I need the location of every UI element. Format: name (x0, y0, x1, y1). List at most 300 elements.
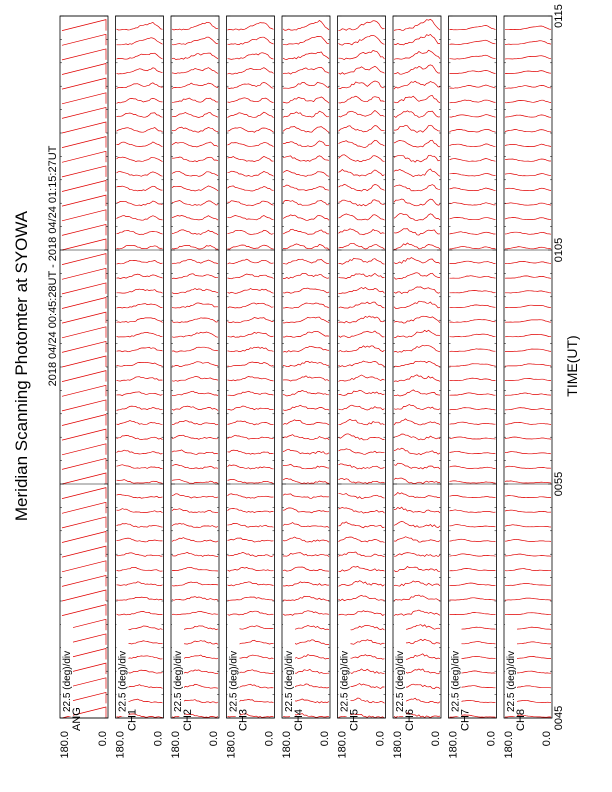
trace-line (394, 405, 440, 410)
trace-line (450, 276, 496, 279)
trace-line (450, 291, 496, 293)
trace-group-ch5 (339, 21, 385, 718)
panel-ch7 (448, 16, 498, 759)
trace-line (62, 473, 106, 484)
trace-line (228, 53, 274, 60)
trace-line (505, 584, 551, 586)
trace-line (117, 216, 163, 221)
trace-line (505, 217, 551, 219)
trace-line (62, 93, 106, 104)
panel-frame (393, 16, 441, 718)
trace-line (172, 22, 218, 30)
trace-line (505, 188, 551, 190)
trace-line (283, 273, 329, 278)
trace-line (228, 289, 274, 294)
trace-line (339, 81, 385, 89)
scale-label: 22.5 (deg)/div (339, 650, 351, 712)
trace-line (117, 186, 163, 191)
trace-line (394, 493, 440, 498)
trace-line (283, 464, 329, 469)
trace-group-ch1 (117, 22, 163, 717)
trace-line (117, 113, 163, 117)
trace-line (228, 274, 274, 279)
y-tick-top: 180.0 (281, 731, 293, 759)
series-name: ANG (71, 707, 83, 731)
scale-label: 22.5 (deg)/div (284, 650, 295, 712)
trace-line (450, 217, 496, 219)
y-tick-bottom: 0.0 (485, 731, 498, 747)
trace-line (283, 537, 329, 542)
trace-line (394, 419, 440, 425)
trace-line (505, 305, 551, 308)
series-name: CH3 (237, 708, 250, 731)
trace-line (117, 582, 163, 586)
trace-line (172, 68, 218, 74)
trace-line (339, 611, 385, 616)
trace-line (172, 172, 218, 177)
trace-line (339, 302, 385, 308)
trace-line (450, 247, 496, 249)
trace-line (505, 408, 551, 410)
trace-line (394, 610, 440, 616)
panel-frame (60, 16, 108, 718)
trace-line (62, 605, 106, 616)
trace-line (283, 611, 329, 616)
panel-ch6 (392, 16, 442, 759)
trace-line (505, 495, 551, 497)
trace-line (117, 98, 163, 103)
panel-ang (59, 16, 109, 759)
panel-ch1 (115, 16, 165, 759)
trace-line (339, 111, 385, 118)
trace-line (394, 595, 440, 601)
trace-line (283, 331, 329, 337)
trace-line (117, 38, 163, 45)
trace-line (394, 507, 440, 513)
y-tick-bottom: 0.0 (541, 731, 553, 747)
trace-line (228, 230, 274, 234)
trace-line (505, 56, 551, 59)
trace-line (339, 287, 385, 293)
trace-line (394, 581, 440, 586)
trace-line (172, 142, 218, 147)
trace-line (339, 258, 385, 264)
y-tick-top: 180.0 (114, 731, 127, 759)
trace-line (117, 611, 163, 615)
trace-line (339, 200, 385, 206)
trace-line (283, 156, 329, 162)
trace-line (283, 82, 329, 88)
trace-line (394, 316, 440, 323)
trace-line (62, 327, 106, 338)
trace-line (283, 21, 329, 31)
trace-line (339, 581, 385, 587)
trace-line (117, 274, 163, 279)
trace-line (62, 210, 106, 221)
trace-line (228, 128, 274, 133)
trace-line (172, 347, 218, 352)
panel-ch2 (170, 16, 220, 759)
trace-line (505, 525, 551, 527)
trace-line (228, 171, 274, 176)
trace-line (228, 143, 274, 147)
trace-line (62, 298, 106, 309)
trace-line (228, 98, 274, 103)
y-tick-top: 180.0 (59, 731, 71, 759)
trace-line (505, 569, 551, 571)
trace-line (172, 98, 218, 102)
x-tick-label: 0115 (553, 4, 565, 28)
y-tick-top: 180.0 (170, 731, 182, 759)
trace-line (62, 415, 106, 426)
trace-line (394, 434, 440, 440)
trace-line (117, 509, 163, 513)
trace-group-ch6 (394, 19, 440, 718)
trace-line (450, 613, 496, 615)
trace-line (228, 332, 274, 337)
trace-line (172, 465, 218, 469)
trace-line (394, 258, 440, 264)
trace-line (228, 68, 274, 74)
trace-line (172, 289, 218, 294)
trace-line (117, 260, 163, 264)
trace-group-ch4 (283, 21, 329, 718)
trace-line (62, 502, 106, 513)
trace-line (62, 458, 106, 469)
x-tick-label: 0055 (553, 471, 565, 497)
trace-line (505, 115, 551, 117)
trace-line (450, 144, 496, 147)
trace-line (62, 546, 106, 557)
trace-line (228, 435, 274, 439)
trace-line (172, 552, 218, 556)
trace-line (283, 67, 329, 74)
trace-line (283, 390, 329, 396)
trace-line (283, 303, 329, 308)
trace-line (450, 305, 496, 308)
trace-line (117, 524, 163, 528)
trace-line (450, 525, 496, 527)
trace-line (450, 408, 496, 410)
trace-line (283, 523, 329, 528)
trace-line (228, 479, 274, 483)
trace-line (283, 405, 329, 410)
y-tick-bottom: 0.0 (319, 731, 331, 747)
trace-line (450, 393, 496, 395)
trace-line (62, 137, 106, 148)
trace-line (283, 596, 329, 600)
trace-line (339, 331, 385, 338)
trace-line (172, 406, 218, 410)
trace-line (339, 96, 385, 103)
trace-line (450, 437, 496, 439)
trace-line (394, 301, 440, 308)
trace-line (505, 422, 551, 424)
trace-line (172, 538, 218, 542)
series-name: CH6 (404, 708, 416, 731)
trace-line (228, 465, 274, 469)
trace-line (62, 385, 106, 396)
trace-line (283, 97, 329, 103)
trace-line (394, 287, 440, 294)
y-tick-top: 180.0 (503, 731, 515, 759)
trace-line (283, 317, 329, 323)
panel-ch3 (226, 16, 276, 759)
trace-line (394, 111, 440, 118)
trace-line (117, 392, 163, 396)
trace-line (394, 81, 440, 89)
trace-line (394, 214, 440, 221)
trace-line (228, 450, 274, 454)
trace-line (394, 185, 440, 191)
panel-ch4 (281, 16, 331, 759)
trace-line (228, 259, 274, 264)
trace-line (339, 479, 385, 484)
trace-line (339, 214, 385, 220)
trace-line (505, 261, 551, 263)
trace-line (339, 537, 385, 542)
trace-line (62, 224, 106, 235)
trace-line (117, 495, 163, 499)
trace-line (505, 452, 551, 454)
trace-line (394, 448, 440, 455)
trace-line (450, 378, 496, 381)
trace-line (394, 140, 440, 147)
trace-line (117, 245, 163, 249)
trace-line (117, 318, 163, 323)
trace-line (62, 371, 106, 382)
trace-line (283, 449, 329, 454)
trace-line (339, 595, 385, 600)
trace-line (339, 184, 385, 191)
trace-line (172, 83, 218, 89)
trace-line (172, 186, 218, 191)
trace-line (228, 567, 274, 571)
trace-line (172, 597, 218, 601)
trace-line (450, 173, 496, 176)
trace-line (505, 539, 551, 541)
trace-line (505, 364, 551, 366)
trace-line (505, 393, 551, 395)
y-tick-bottom: 0.0 (430, 731, 442, 747)
trace-line (339, 464, 385, 469)
trace-line (62, 356, 106, 367)
trace-line (450, 320, 496, 323)
trace-line (117, 68, 163, 74)
trace-line (339, 566, 385, 571)
trace-line (172, 332, 218, 337)
trace-line (228, 391, 274, 395)
trace-line (339, 419, 385, 425)
trace-line (505, 379, 551, 381)
trace-line (172, 113, 218, 118)
trace-line (62, 64, 106, 75)
scale-label: 22.5 (deg)/div (450, 650, 462, 712)
trace-line (505, 26, 551, 30)
trace-line (117, 421, 163, 425)
trace-line (117, 172, 163, 177)
trace-group-ch7 (450, 25, 496, 717)
trace-line (283, 508, 329, 513)
trace-line (339, 346, 385, 352)
series-name: CH5 (348, 708, 361, 731)
trace-line (172, 611, 218, 615)
trace-line (62, 517, 106, 528)
trace-line (172, 216, 218, 221)
trace-line (228, 83, 274, 89)
trace-line (62, 575, 106, 586)
trace-line (228, 523, 274, 527)
trace-line (117, 304, 163, 309)
trace-line (117, 83, 163, 89)
trace-line (228, 538, 274, 542)
trace-line (228, 37, 274, 44)
trace-line (228, 347, 274, 352)
trace-line (117, 142, 163, 147)
trace-line (172, 362, 218, 367)
scale-label: 22.5 (deg)/div (228, 650, 240, 712)
trace-line (228, 582, 274, 586)
trace-line (117, 128, 163, 133)
y-tick-bottom: 0.0 (374, 731, 387, 747)
trace-line (172, 127, 218, 132)
trace-line (339, 449, 385, 455)
trace-line (283, 582, 329, 586)
trace-line (172, 157, 218, 162)
trace-line (505, 466, 551, 468)
trace-line (394, 537, 440, 542)
trace-line (394, 463, 440, 469)
trace-line (339, 361, 385, 367)
y-tick-bottom: 0.0 (97, 731, 109, 747)
trace-line (339, 434, 385, 440)
trace-line (339, 170, 385, 177)
y-tick-top: 180.0 (447, 731, 460, 759)
trace-line (228, 318, 274, 323)
trace-line (450, 100, 496, 103)
trace-line (283, 170, 329, 176)
trace-line (117, 553, 163, 557)
trace-line (450, 129, 496, 132)
trace-line (283, 259, 329, 264)
trace-line (450, 55, 496, 59)
trace-line (62, 181, 106, 192)
trace-line (172, 318, 218, 323)
trace-line (62, 239, 106, 250)
trace-line (339, 405, 385, 410)
trace-line (339, 243, 385, 249)
trace-line (339, 494, 385, 499)
trace-line (505, 100, 551, 103)
trace-line (505, 349, 551, 352)
trace-line (62, 268, 106, 279)
trace-line (62, 590, 106, 601)
trace-line (450, 583, 496, 586)
trace-line (450, 481, 496, 483)
trace-line (172, 303, 218, 308)
trace-line (394, 345, 440, 352)
panel-frame (116, 16, 164, 718)
trace-line (62, 122, 106, 133)
trace-line (228, 201, 274, 206)
trace-line (62, 561, 106, 572)
trace-line (450, 203, 496, 206)
trace-line (450, 569, 496, 571)
trace-line (172, 245, 218, 249)
y-tick-top: 180.0 (392, 731, 404, 759)
trace-line (339, 552, 385, 557)
trace-line (283, 346, 329, 352)
trace-line (228, 112, 274, 118)
trace-line (394, 34, 440, 45)
trace-line (339, 35, 385, 45)
trace-line (505, 130, 551, 132)
trace-line (394, 125, 440, 132)
scale-label: 22.5 (deg)/div (117, 650, 129, 712)
trace-line (339, 229, 385, 235)
trace-line (505, 320, 551, 323)
trace-group-ch3 (228, 23, 274, 718)
trace-line (339, 126, 385, 132)
trace-line (228, 216, 274, 220)
trace-line (283, 567, 329, 571)
x-tick-label: 0105 (553, 237, 565, 263)
trace-line (394, 65, 440, 74)
trace-line (394, 50, 440, 59)
trace-line (283, 478, 329, 483)
trace-group-ch2 (172, 22, 218, 717)
trace-line (172, 523, 218, 527)
panel-ch5 (337, 16, 387, 759)
trace-line (394, 229, 440, 236)
panel-frame (227, 16, 275, 718)
trace-line (283, 185, 329, 191)
trace-line (505, 247, 551, 249)
trace-line (505, 481, 551, 483)
trace-line (339, 21, 385, 31)
y-tick-bottom: 0.0 (208, 731, 220, 747)
trace-line (505, 613, 551, 615)
trace-line (283, 420, 329, 425)
trace-line (283, 52, 329, 60)
trace-line (62, 488, 106, 499)
trace-line (62, 532, 106, 543)
trace-line (394, 361, 440, 367)
trace-line (228, 303, 274, 308)
trace-line (394, 375, 440, 382)
trace-line (283, 141, 329, 147)
trace-line (394, 155, 440, 162)
trace-line (228, 611, 274, 615)
trace-line (505, 598, 551, 600)
trace-line (450, 422, 496, 424)
trace-line (117, 201, 163, 206)
trace-line (450, 364, 496, 367)
trace-line (228, 377, 274, 381)
trace-line (283, 127, 329, 133)
trace-line (505, 41, 551, 45)
trace-line (450, 159, 496, 162)
trace-line (172, 450, 218, 455)
trace-line (394, 567, 440, 572)
trace-line (172, 582, 218, 586)
trace-line (62, 49, 106, 60)
trace-line (450, 25, 496, 29)
trace-line (450, 85, 496, 88)
trace-line (62, 400, 106, 411)
trace-line (394, 478, 440, 484)
trace-line (172, 435, 218, 439)
